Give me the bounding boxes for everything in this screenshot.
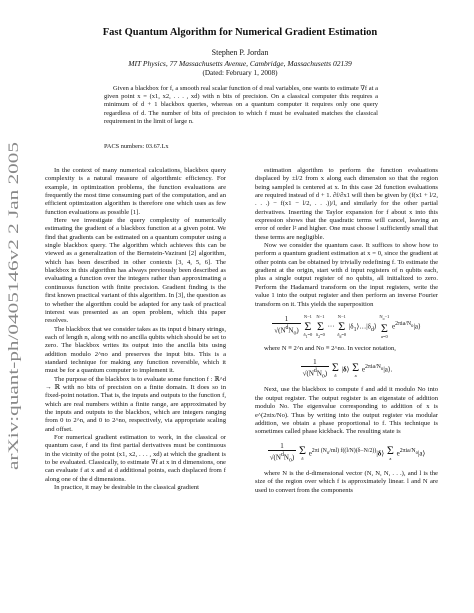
paragraph: where N is the d-dimensional vector (N, N, N, . . .), and l is the size of the region over which f is approximately linear. l and N are used to convert from the components bbox=[255, 469, 438, 494]
arxiv-identifier bbox=[2, 140, 24, 470]
abstract: Given a blackbox for f, a smooth real scalar function of d real variables, one wants to estimate ∇f at a given point x = (x1, x2, . . . , xd) with n bits of precision. On a classical computer this requires a minimum of d + 1 blackbox queries, whereas on a quantum computer it requires only one query regardless of d. The number of bits of precision to which f must be evaluated matches the classical requirement in the limit of large n. bbox=[104, 85, 378, 125]
paragraph: In the context of many numerical calculations, blackbox query complexity is a natural measure of algorithmic efficiency. For example, in optimization problems, the function evaluations are frequently the most time consuming part of the computation, and an efficient optimization algorithm is therefore one which uses as few function evaluations as possible [1]. bbox=[45, 167, 226, 216]
dated: (Dated: February 1, 2008) bbox=[202, 69, 278, 77]
paper-title: Fast Quantum Algorithm for Numerical Gradient Estimation bbox=[102, 27, 378, 38]
equation-resulting-state: $\frac{1}{√(N^dN_o)}$ Σ δ $e^{2\pi i (N_o/ml) f((l/N)(\delta-N/2))}|\delta⟩$ Σ a $e^{2\pi ia/N_o}|a⟩$ bbox=[269, 441, 426, 464]
equation-vector: $\frac{1}{√(N^dN_o)}$ Σ δ |δ⟩ Σ a $e^{2\pi ia/N_o}|a⟩$. bbox=[302, 358, 393, 381]
equation-superposition: $\frac{1}{√(N^dN_o)}$ N−1 Σ $\delta_1=0$ N−1 Σ $\delta_2=0$ ··· N−1 Σ $\delta_d=0$ $|\delta_1⟩\dots|\delta_d⟩$ $N_o-1$ Σ a=0 $e^{2\pi ia/N_o}|a⟩$ bbox=[274, 313, 421, 339]
paragraph: Now we consider the quantum case. It suffices to show how to perform a quantum gradient estimation at x = 0, since the gradient at other points can be obtained by trivially redefining f. To estimate the gradient at the origin, start with d input registers of n qubits each, plus a single output register of no qubits, all initialized to zero. Perform the Hadamard transform on the input registers, write the value 1 into the output register and then perform an inverse Fourier transform on it. This yields the superposition bbox=[255, 242, 438, 308]
paragraph: In practice, it may be desirable in the classical gradient bbox=[54, 484, 200, 492]
paragraph: For numerical gradient estimation to work, in the classical or quantum case, f and its first partial derivatives must be continuous in the vicinity of the point (x1, x2, . . . , xd) at which the gradient is to be evaluated. Classically, to estimate ∇f at x in d dimensions, one can evaluate f at x and at d additional points, each displaced from f along one of the d dimensions. bbox=[45, 434, 226, 483]
paragraph: where N ≡ 2^n and No ≡ 2^no. In vector notation, bbox=[264, 344, 396, 352]
paragraph: The blackbox that we consider takes as its input d binary strings, each of length n, along with no ancilla qubits which should be set to zero. The blackbox writes its output into the ancilla bits using addition modulo 2^no and preserves the input bits. This is a standard technique for making any function reversible, which it must be for a quantum computer to implement it. bbox=[45, 325, 226, 375]
paragraph: The purpose of the blackbox is to evaluate some function f : ℝ^d → ℝ with no bits of precision on a finite domain. It does so in fixed-point notation. That is, the inputs and outputs to the function f, which are real numbers within a finite range, are approximated by the inputs and outputs to the blackbox, which are integers ranging from 0 to 2^n, and 0 to 2^no, respectively, via appropriate scaling and offset. bbox=[45, 375, 226, 433]
arxiv-id-text: arXiv:quant-ph/0405146v2 2 Jan 2005 bbox=[6, 237, 22, 470]
left-column bbox=[45, 167, 226, 492]
paragraph: Here we investigate the query complexity of numerically estimating the gradient of a blackbox function at a given point. We find that gradients can be estimated on a quantum computer using a single blackbox query. The algorithm which achieves this can be viewed as a generalization of the Bernstein-Vazirani [2] algorithm, which has been described in other contexts [3, 4, 5, 6]. The blackbox in this algorithm has always previously been described as evaluating a function over the integers rather than approximating a continuous function with finite precision. Gradient finding is the first known practical variant of this algorithm. In [3], the question as to whether the algorithm could be adapted for any task of practical interest was presented as an open problem, which this paper resolves. bbox=[45, 217, 226, 325]
paragraph: estimation algorithm to perform the function evaluations displaced by ±l/2 from x along each dimension so that the region being sampled is centered at x. In this case 2d function evaluations are required instead of d + 1. ∂f/∂x1 will then be given by (f(x1 + l/2, . . .) − f(x1 − l/2, . . .))/l, and similarly for the other partial derivatives. Inserting the Taylor expansion for f about x into this expression shows that the quadratic terms will cancel, leaving an error of order l² and higher. One must choose l sufficiently small that these terms are negligible. bbox=[255, 167, 438, 241]
affiliation: MIT Physics, 77 Massachusetts Avenue, Cambridge, Massachusetts 02139 bbox=[128, 59, 352, 68]
pacs-numbers: PACS numbers: 03.67.Lx bbox=[104, 143, 169, 150]
paragraph: Next, use the blackbox to compute f and add it modulo No into the output register. The output register is an eigenstate of addition modulo No. The eigenvalue corresponding to addition of x is e^(2πix/No). Thus by writing into the output register via modular addition, we obtain a phase proportional to f. This technique is sometimes called phase kickback. The resulting state is bbox=[255, 386, 438, 436]
right-column bbox=[255, 167, 438, 495]
author: Stephen P. Jordan bbox=[211, 48, 269, 57]
